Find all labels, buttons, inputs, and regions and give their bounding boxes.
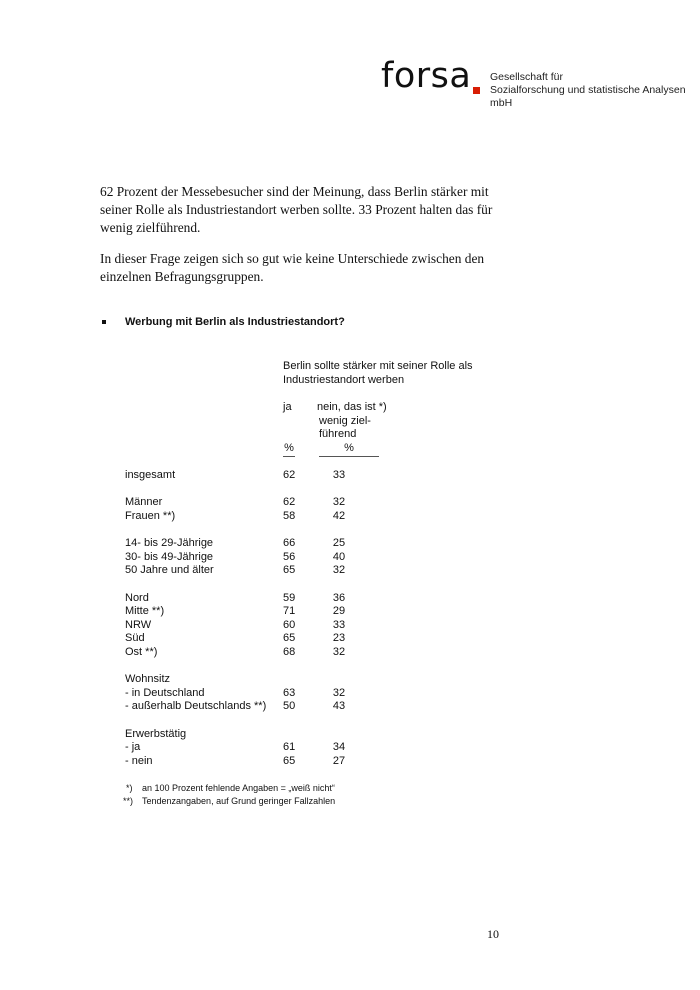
- table-row: [125, 646, 425, 660]
- table-row: [125, 741, 425, 755]
- row-label: Erwerbstätig: [125, 727, 187, 740]
- table-row: [125, 755, 425, 769]
- group-spacer: [125, 660, 425, 674]
- row-value-nein: 42: [332, 509, 346, 522]
- column-group-header: [283, 360, 483, 387]
- paragraph-2: In dieser Frage zeigen sich so gut wie keine Unterschiede zwischen den einzelnen Befragungsgruppen.: [100, 251, 485, 284]
- row-value-nein: 40: [332, 550, 346, 563]
- row-value-ja: 56: [283, 550, 296, 563]
- table-row: [125, 605, 425, 619]
- row-value-nein: 33: [332, 618, 346, 631]
- unit-ja: %: [283, 442, 295, 457]
- row-value-nein: 25: [332, 537, 346, 550]
- column-header-nein-line3: führend: [319, 428, 357, 441]
- row-value-nein: 43: [332, 700, 346, 713]
- row-value-ja: [283, 673, 319, 687]
- group-spacer: [125, 483, 425, 497]
- footnote-2-mark: **): [123, 796, 134, 806]
- row-value-nein: 36: [332, 591, 346, 604]
- column-header-nein: [317, 401, 397, 442]
- logo-subtitle: [490, 71, 700, 110]
- row-label: Frauen **): [125, 509, 176, 522]
- row-value-ja: 59: [283, 591, 296, 604]
- forsa-logo: [381, 58, 480, 94]
- table-row: [125, 469, 425, 483]
- table-row: [125, 619, 425, 633]
- table-row: [125, 537, 425, 551]
- table-row: [125, 687, 425, 701]
- row-value-ja: 62: [283, 496, 296, 509]
- row-value-ja: 50: [283, 700, 296, 713]
- row-label: Nord: [125, 591, 149, 604]
- table-row: [125, 564, 425, 578]
- row-label: - nein: [125, 754, 153, 767]
- row-value-ja: 58: [283, 509, 296, 522]
- table-row: [125, 592, 425, 606]
- row-value-nein: 32: [332, 564, 346, 577]
- row-value-nein: 32: [332, 646, 346, 658]
- row-value-ja: 61: [283, 741, 296, 754]
- row-label: - in Deutschland: [125, 686, 205, 699]
- row-value-ja: 65: [283, 632, 296, 645]
- row-value-nein: [319, 673, 359, 687]
- row-value-nein: 29: [332, 605, 346, 618]
- footnote-1-text: an 100 Prozent fehlende Angaben = „weiß nicht“: [142, 783, 335, 793]
- group-spacer: [125, 578, 425, 592]
- table-row: [125, 632, 425, 646]
- footnote-1-mark: *): [126, 783, 133, 793]
- paragraph-1: 62 Prozent der Messebesucher sind der Meinung, dass Berlin stärker mit seiner Rolle als Industriestandort werben sollte. 33 Prozent halten das für wenig zielführend.: [100, 184, 493, 235]
- row-value-nein: 34: [332, 741, 346, 754]
- question-heading: Werbung mit Berlin als Industriestandort?: [125, 316, 345, 328]
- page-number: 10: [487, 927, 499, 941]
- row-value-ja: [283, 728, 319, 742]
- row-value-nein: 32: [332, 496, 346, 509]
- column-group-header-line2: Industriestandort werben: [283, 373, 405, 386]
- row-value-ja: 68: [283, 646, 296, 658]
- row-value-ja: 63: [283, 686, 296, 699]
- logo-wordmark: forsa: [381, 56, 472, 96]
- column-group-header-line1: Berlin sollte stärker mit seiner Rolle als: [283, 360, 473, 372]
- logo-subtitle-line1: Gesellschaft für: [490, 71, 563, 83]
- row-label: Ost **): [125, 646, 158, 658]
- table-row: [125, 673, 425, 687]
- row-value-ja: 62: [283, 469, 296, 481]
- row-value-nein: 23: [332, 632, 346, 645]
- bullet-square-icon: [102, 320, 106, 324]
- row-value-ja: 65: [283, 754, 296, 767]
- row-value-ja: 65: [283, 564, 296, 577]
- column-header-ja: ja: [283, 401, 292, 413]
- footnote-2: [123, 796, 335, 806]
- row-label: 30- bis 49-Jährige: [125, 550, 214, 563]
- row-label: Männer: [125, 496, 163, 509]
- row-value-ja: 66: [283, 537, 296, 550]
- row-label: 14- bis 29-Jährige: [125, 537, 214, 550]
- row-label: Süd: [125, 632, 145, 645]
- logo-subtitle-line2: Sozialforschung und statistische Analysen mbH: [490, 84, 686, 109]
- table-row: [125, 551, 425, 565]
- row-value-nein: 33: [332, 469, 346, 481]
- row-value-nein: [319, 728, 359, 742]
- row-label: Wohnsitz: [125, 673, 171, 686]
- logo-red-square: [473, 87, 480, 94]
- unit-nein: %: [319, 442, 379, 457]
- results-table: [125, 469, 425, 769]
- group-spacer: [125, 523, 425, 537]
- row-value-nein: 27: [332, 754, 346, 767]
- row-value-nein: 32: [332, 686, 346, 699]
- row-label: Mitte **): [125, 605, 165, 618]
- row-label: - außerhalb Deutschlands **): [125, 700, 267, 713]
- row-label: - ja: [125, 741, 141, 754]
- row-label: 50 Jahre und älter: [125, 564, 214, 577]
- row-label: insgesamt: [125, 469, 176, 481]
- group-spacer: [125, 714, 425, 728]
- footnote-2-text: Tendenzangaben, auf Grund geringer Fallzahlen: [142, 796, 336, 806]
- row-value-ja: 71: [283, 605, 296, 618]
- row-value-ja: 60: [283, 618, 296, 631]
- footnote-1: [123, 783, 335, 793]
- table-row: [125, 728, 425, 742]
- column-header-nein-line2: wenig ziel-: [319, 414, 371, 427]
- column-header-nein-line1: nein, das ist *): [317, 401, 387, 413]
- table-row: [125, 496, 425, 510]
- table-row: [125, 510, 425, 524]
- row-label: NRW: [125, 618, 152, 631]
- table-row: [125, 700, 425, 714]
